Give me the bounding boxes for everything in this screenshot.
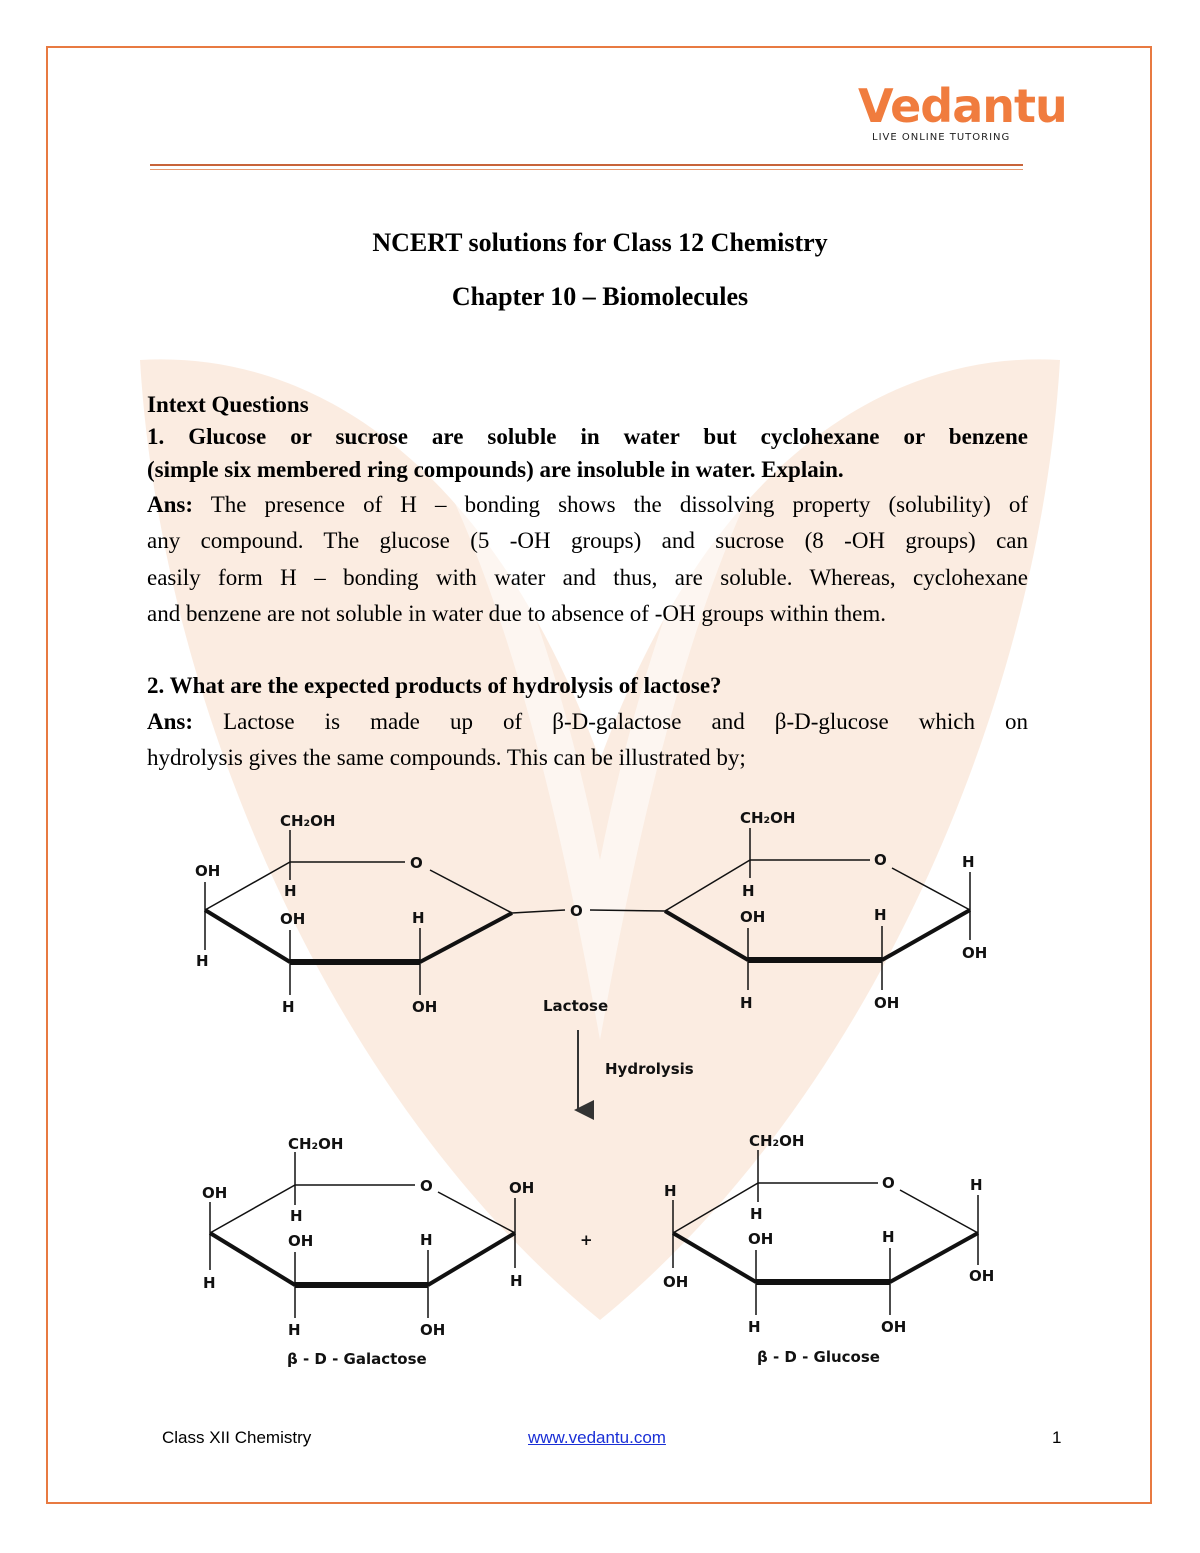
label-oh: OH	[288, 1232, 314, 1250]
label-oh: OH	[740, 908, 766, 926]
glucose-ring	[673, 1150, 978, 1315]
label-h: H	[290, 1207, 303, 1225]
label-h: H	[750, 1205, 763, 1223]
header-rule-thin	[150, 169, 1023, 170]
ans-label: Ans:	[147, 709, 194, 734]
q2-question: 2. What are the expected products of hydrolysis of lactose?	[147, 673, 722, 698]
lactose-right-ring	[665, 828, 970, 990]
label-h: H	[740, 994, 753, 1012]
footer-page-number: 1	[1052, 1428, 1062, 1447]
label-h: H	[196, 952, 209, 970]
label-hydrolysis: Hydrolysis	[605, 1060, 694, 1078]
q1-answer-line3: easily form H – bonding with water and thus, are soluble. Whereas, cyclohexane	[147, 565, 1028, 590]
label-oh: OH	[202, 1184, 228, 1202]
logo-tagline: LIVE ONLINE TUTORING	[872, 132, 1011, 143]
label-bridge-o: O	[570, 902, 583, 920]
label-h: H	[742, 882, 755, 900]
lactose-left-ring	[205, 830, 665, 995]
label-h: H	[412, 909, 425, 927]
answer-text: Lactose is made up of β-D-galactose and β-D-glucose which on	[223, 709, 1029, 734]
label-oh: OH	[748, 1230, 774, 1248]
label-h: H	[962, 853, 975, 871]
label-h: H	[882, 1228, 895, 1246]
label-h: H	[284, 882, 297, 900]
label-lactose: Lactose	[543, 997, 609, 1015]
label-h: H	[510, 1272, 523, 1290]
ans-label: Ans:	[147, 492, 194, 517]
label-h: H	[420, 1231, 433, 1249]
vedantu-logo	[858, 79, 1067, 143]
q1-answer-line4: and benzene are not soluble in water due to absence of -OH groups within them.	[147, 601, 886, 626]
label-ch2oh: CH₂OH	[740, 809, 796, 827]
q1-answer-line2: any compound. The glucose (5 -OH groups) and sucrose (8 -OH groups) can	[147, 528, 1028, 553]
label-ch2oh: CH₂OH	[280, 812, 336, 830]
label-h: H	[970, 1176, 983, 1194]
q2-answer-line1	[147, 703, 1028, 740]
label-oh: OH	[969, 1267, 995, 1285]
label-oh: OH	[881, 1318, 907, 1336]
page-title: NCERT solutions for Class 12 Chemistry	[372, 228, 828, 257]
label-ring-o: O	[882, 1174, 895, 1192]
chapter-title: Chapter 10 – Biomolecules	[451, 282, 749, 311]
q1-answer-line1	[147, 486, 1028, 523]
section-heading: Intext Questions	[147, 392, 309, 417]
label-oh: OH	[420, 1321, 446, 1339]
galactose-ring	[210, 1152, 515, 1318]
q1-question-line1: 1. Glucose or sucrose are soluble in water but cyclohexane or benzene	[147, 424, 1028, 449]
q1-question-line2: (simple six membered ring compounds) are insoluble in water. Explain.	[147, 457, 844, 482]
label-oh: OH	[509, 1179, 535, 1197]
header-rule	[150, 164, 1023, 166]
label-glucose: β - D - Glucose	[757, 1348, 880, 1366]
label-oh: OH	[195, 862, 221, 880]
label-ring-o: O	[410, 854, 423, 872]
logo-wordmark: Vedantu	[858, 79, 1067, 133]
label-oh: OH	[663, 1273, 689, 1291]
footer-course: Class XII Chemistry	[162, 1428, 312, 1447]
label-h: H	[664, 1182, 677, 1200]
label-oh: OH	[412, 998, 438, 1016]
lactose-hydrolysis-diagram	[0, 790, 1200, 1390]
label-galactose: β - D - Galactose	[287, 1350, 427, 1368]
footer-website-link[interactable]: www.vedantu.com	[528, 1428, 666, 1447]
label-h: H	[282, 998, 295, 1016]
label-h: H	[748, 1318, 761, 1336]
label-oh: OH	[280, 910, 306, 928]
q2-answer-line2: hydrolysis gives the same compounds. This can be illustrated by;	[147, 745, 746, 770]
label-ring-o: O	[420, 1177, 433, 1195]
label-ring-o: O	[874, 851, 887, 869]
label-oh: OH	[962, 944, 988, 962]
label-h: H	[203, 1274, 216, 1292]
answer-text: The presence of H – bonding shows the dissolving property (solubility) of	[210, 492, 1028, 517]
label-ch2oh: CH₂OH	[749, 1132, 805, 1150]
label-oh: OH	[874, 994, 900, 1012]
label-plus: +	[580, 1231, 593, 1249]
label-h: H	[874, 906, 887, 924]
label-ch2oh: CH₂OH	[288, 1135, 344, 1153]
label-h: H	[288, 1321, 301, 1339]
